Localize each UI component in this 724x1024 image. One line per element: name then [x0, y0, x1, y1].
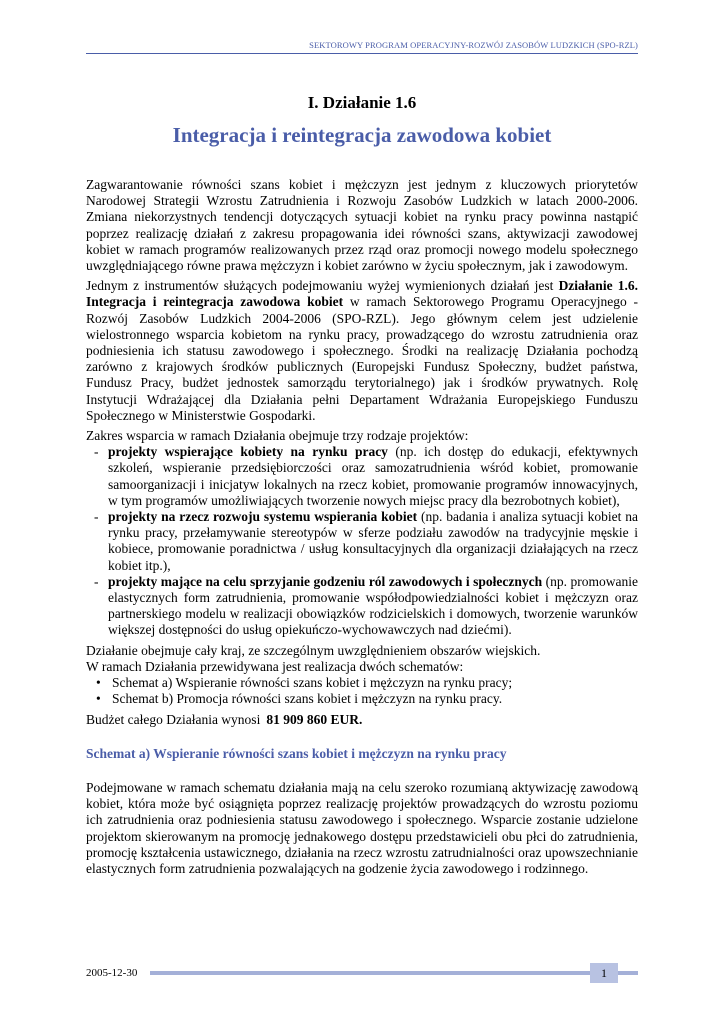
coverage-text: Działanie obejmuje cały kraj, ze szczególnym uwzględnieniem obszarów wiejskich.	[86, 642, 541, 658]
list-item-bold: projekty na rzecz rozwoju systemu wspierania kobiet	[108, 509, 418, 525]
list-item-text: (np. ich dostęp do edukacji, efektywnych szkoleń, wspieranie przedsiębiorczości oraz samozatrudnienia wśród kobiet, promowanie samoorganizacji i inicjatyw lokalnych na rzecz kobiet, promowanie programów innowacyjnych, w tym programów umożliwiających tworzenie nowych miejsc pracy dla bezrobotnych kobiet),	[108, 444, 638, 508]
footer-date: 2005-12-30	[86, 967, 138, 979]
instrument-bold: Działanie 1.6. Integracja i reintegracja zawodowa kobiet	[86, 278, 638, 310]
list-item	[86, 509, 638, 574]
budget-label: Budżet całego Działania wynosi	[86, 711, 261, 727]
scope-intro: Zakres wsparcia w ramach Działania obejmuje trzy rodzaje projektów:	[86, 428, 469, 444]
list-item	[86, 574, 638, 639]
schemes-list	[86, 675, 638, 707]
intro-paragraph: Zagwarantowanie równości szans kobiet i mężczyzn jest jednym z kluczowych priorytetów Narodowej Strategii Wzrostu Zatrudnienia i Rozwoju Zasobów Ludzkich w latach 2000-2006. Zmiana niekorzystnych tendencji dotyczących sytuacji kobiet na rynku pracy powinna nastąpić poprzez realizację działań z zakresu propagowania idei równości szans, aktywizacji zawodowej kobiet w ramach programów realizowanych przez rząd oraz promocji nowego modelu społecznego uwzględniającego równe prawa mężczyzn i kobiet zarówno w życiu społecznym, jak i zawodowym.	[86, 177, 638, 274]
instrument-text-b: w ramach Sektorowego Programu Operacyjnego - Rozwój Zasobów Ludzkich 2004-2006 (SPO-RZL). Jego głównym celem jest udzielenie wielostronnego wsparcia kobietom na rynku pracy, prowadzącego do wzrostu zatrudnienia oraz podniesienia ich statusu zawodowego i społecznego. Środki na realizację Działania pochodzą zarówno z krajowych środków publicznych (Europejski Fundusz Społeczny, budżet państwa, Fundusz Pracy, budżet jednostek samorządu terytorialnego) jak i środków prywatnych. Rolę Instytucji Wdrażającej dla Działania pełni Departament Wdrażania Europejskiego Funduszu Społecznego w Ministerstwie Gospodarki.	[86, 294, 638, 423]
header-rule	[86, 53, 638, 54]
page-title: Integracja i reintegracja zawodowa kobiet	[172, 123, 552, 147]
list-item-bold: projekty wspierające kobiety na rynku pracy	[108, 444, 388, 460]
running-header: SEKTOROWY PROGRAM OPERACYJNY-ROZWÓJ ZASOBÓW LUDZKICH (SPO-RZL)	[309, 40, 638, 50]
subsection-paragraph: Podejmowane w ramach schematu działania mają na celu szeroko rozumianą aktywizację zawodową kobiet, która może być osiągnięta poprzez realizację projektów prowadzących do wzrostu poziomu ich zatrudnienia oraz podniesienia statusu zawodowego i społecznego. Wsparcie zostanie udzielone projektom skierowanym na promocję jednakowego dostępu przedstawicieli obu płci do zatrudnienia, promocję kształcenia ustawicznego, działania na rzecz wzrostu zatrudnialności oraz upowszechnianie elastycznych form zatrudnienia pozwalających na godzenie życia zawodowego i rodzinnego.	[86, 779, 638, 876]
budget-line	[86, 712, 638, 728]
scope-list	[86, 444, 638, 638]
document-body	[86, 177, 638, 881]
schemes-intro: W ramach Działania przewidywana jest realizacja dwóch schematów:	[86, 658, 464, 674]
list-item-text: (np. promowanie elastycznych form zatrudnienia, promowanie współodpowiedzialności kobiet i mężczyzn oraz partnerskiego modelu w realizacji obowiązków rodzicielskich i domowych, tworzenie warunków większej dostępności do usług opiekuńczo-wychowawczych nad dziećmi).	[108, 573, 638, 638]
list-item: • Schemat b) Promocja równości szans kobiet i mężczyzn na rynku pracy.	[86, 691, 638, 707]
instrument-text-a: Jednym z instrumentów służących podejmowaniu wyżej wymienionych działań jest	[86, 278, 559, 294]
list-item-bold: projekty mające na celu sprzyjanie godzeniu ról zawodowych i społecznych	[108, 573, 543, 589]
page-number: 1	[590, 963, 618, 983]
list-item: • Schemat a) Wspieranie równości szans kobiet i mężczyzn na rynku pracy;	[86, 675, 638, 691]
footer-bar	[150, 971, 638, 975]
instrument-paragraph	[86, 278, 638, 424]
subsection-heading: Schemat a) Wspieranie równości szans kobiet i mężczyzn na rynku pracy	[86, 745, 507, 761]
list-item	[86, 444, 638, 509]
budget-value: 81 909 860 EUR.	[266, 711, 363, 727]
section-number: I. Działanie 1.6	[307, 93, 417, 112]
list-item-text: (np. badania i analiza sytuacji kobiet na rynku pracy, przełamywanie stereotypów w sferze podziału zawodów na tradycyjnie męskie i kobiece, promowanie poradnictwa / usług konsultacyjnych dla organizacji działających na rzecz kobiet itp.),	[108, 509, 638, 573]
